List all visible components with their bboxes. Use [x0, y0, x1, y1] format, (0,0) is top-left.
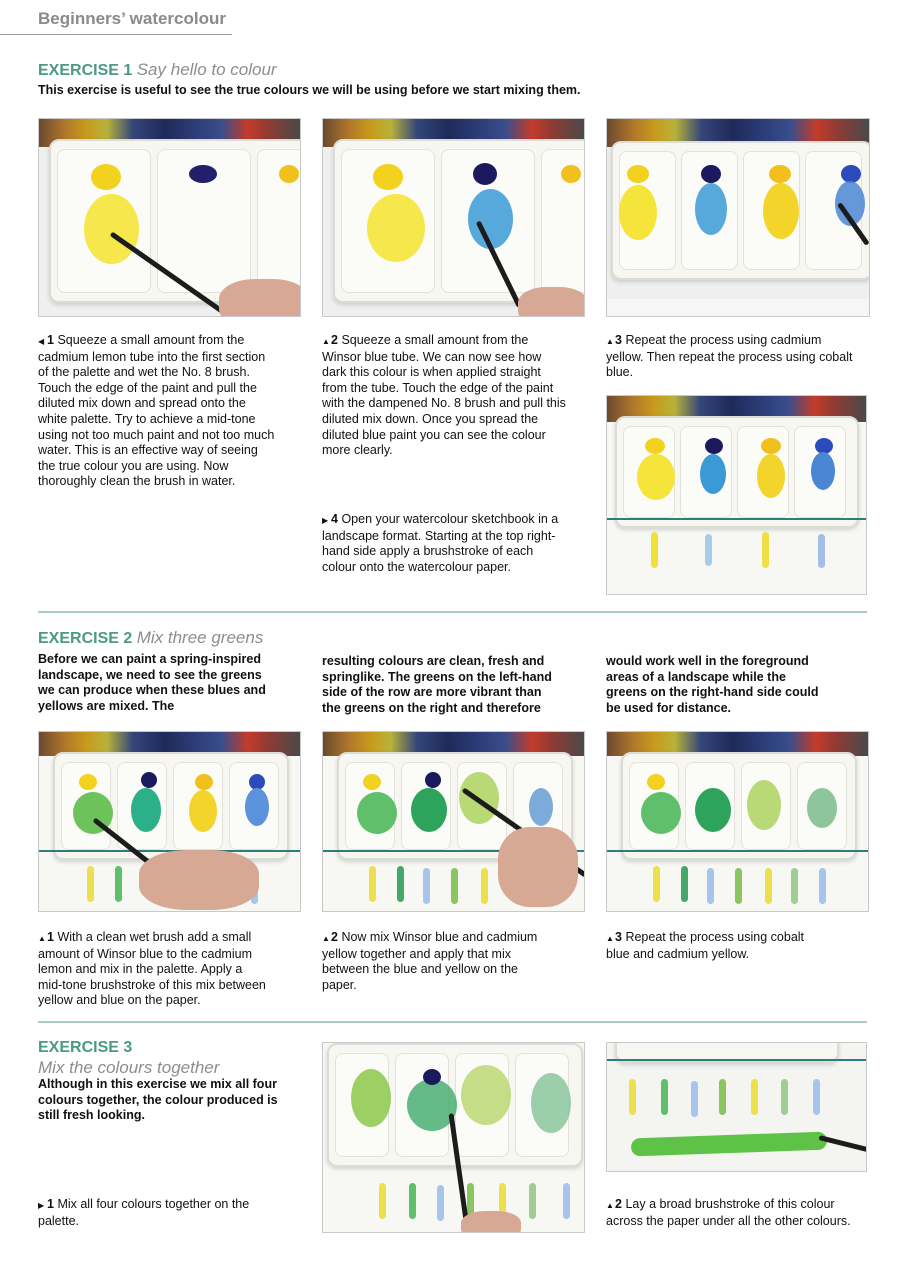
running-header-title: Beginners’ watercolour	[38, 9, 226, 28]
triangle-right-icon: ▶	[38, 1201, 45, 1210]
exercise2-subtitle: Mix three greens	[136, 628, 264, 647]
exercise1-heading	[38, 60, 277, 81]
exercise1-intro: This exercise is useful to see the true colours we will be using before we start mixing them.	[38, 83, 581, 97]
exercise2-intro-col1: Before we can paint a spring-inspired landscape, we need to see the greens we can produce when these blues and yellows are mixed. The	[38, 652, 266, 713]
exercise2-step-3-text: Repeat the process using cobalt blue and cadmium yellow.	[606, 930, 805, 961]
exercise1-photo-1	[38, 118, 301, 317]
exercise1-step-1-text: Squeeze a small amount from the cadmium lemon tube into the first section of the palette and wet the No. 8 brush. Touch the edge of the paint and pull the diluted mix down and spread onto the white palette. Try to achieve a mid-tone using not too much paint and not too much water. This is an effective way of seeing the true colour you are using. Now thoroughly clean the brush in water.	[38, 333, 275, 489]
exercise1-step-4-number: 4	[331, 512, 338, 526]
exercise2-step-1-text: With a clean wet brush add a small amount of Winsor blue to the cadmium lemon and mix in the palette. Apply a mid-tone brushstroke of this mix between yellow and blue on the paper.	[38, 930, 266, 1008]
triangle-up-icon: ▲	[322, 934, 330, 943]
exercise2-step-2-number: 2	[331, 930, 338, 944]
running-header	[0, 0, 232, 35]
triangle-up-icon: ▲	[38, 934, 46, 943]
triangle-up-icon: ▲	[606, 934, 614, 943]
exercise1-step-2	[322, 333, 567, 459]
exercise1-step-1	[38, 333, 276, 490]
exercise3-photo-1	[322, 1042, 585, 1233]
exercise1-step-2-text: Squeeze a small amount from the Winsor blue tube. We can now see how dark this colour is when applied straight from the tube. Touch the edge of the paint with the dampened No. 8 brush and pull this diluted mix down. Once you spread the diluted blue paint you can see the colour more clearly.	[322, 333, 566, 458]
exercise3-label: EXERCISE 3	[38, 1039, 133, 1056]
exercise3-intro: Although in this exercise we mix all four colours together, the colour produced is still fresh looking.	[38, 1077, 278, 1123]
exercise3-step-1-number: 1	[47, 1197, 54, 1211]
exercise1-step-1-number: 1	[47, 333, 54, 347]
exercise2-step-3	[606, 930, 826, 962]
exercise2-step-3-number: 3	[615, 930, 622, 944]
exercise3-step-1-text: Mix all four colours together on the palette.	[38, 1197, 250, 1228]
exercise1-photo-4	[606, 395, 867, 595]
exercise2-photo-1	[38, 731, 301, 912]
exercise2-intro-col3: would work well in the foreground areas of a landscape while the greens on the right-hand side could be used for distance.	[606, 654, 819, 715]
exercise2-step-2-text: Now mix Winsor blue and cadmium yellow together and apply that mix between the blue and yellow on the paper.	[322, 930, 538, 992]
exercise2-step-1-number: 1	[47, 930, 54, 944]
exercise3-step-2-number: 2	[615, 1197, 622, 1211]
exercise3-photo-2	[606, 1042, 867, 1172]
exercise2-photo-3	[606, 731, 869, 912]
triangle-up-icon: ▲	[322, 337, 330, 346]
triangle-right-icon: ▶	[322, 516, 329, 525]
section-divider-1	[38, 611, 867, 613]
exercise2-label: EXERCISE 2	[38, 630, 133, 647]
exercise1-subtitle: Say hello to colour	[136, 60, 277, 79]
exercise1-step-3-text: Repeat the process using cadmium yellow. Then repeat the process using cobalt blue.	[606, 333, 853, 380]
exercise1-photo-3	[606, 118, 870, 317]
exercise2-step-2	[322, 930, 542, 993]
exercise1-step-4-text: Open your watercolour sketchbook in a landscape format. Starting at the top right-hand side apply a brushstroke of each colour onto the watercolour paper.	[322, 512, 559, 574]
triangle-left-icon: ◀	[38, 337, 45, 346]
exercise3-step-2	[606, 1197, 871, 1229]
exercise1-step-4	[322, 512, 567, 575]
exercise2-intro-col2: resulting colours are clean, fresh and springlike. The greens on the left-hand side of the row are more vibrant than the greens on the right and therefore	[322, 654, 552, 715]
exercise2-photo-2	[322, 731, 585, 912]
triangle-up-icon: ▲	[606, 337, 614, 346]
exercise3-step-2-text: Lay a broad brushstroke of this colour across the paper under all the other colours.	[606, 1197, 851, 1228]
section-divider-2	[38, 1021, 867, 1023]
exercise1-step-3	[606, 333, 856, 381]
exercise1-step-3-number: 3	[615, 333, 622, 347]
exercise2-heading	[38, 628, 263, 649]
exercise1-label: EXERCISE 1	[38, 62, 133, 79]
triangle-up-icon: ▲	[606, 1201, 614, 1210]
exercise1-photo-2	[322, 118, 585, 317]
exercise1-step-2-number: 2	[331, 333, 338, 347]
exercise2-step-1	[38, 930, 270, 1009]
exercise3-subtitle: Mix the colours together	[38, 1058, 220, 1077]
exercise3-step-1	[38, 1197, 268, 1229]
exercise3-heading	[38, 1038, 219, 1078]
